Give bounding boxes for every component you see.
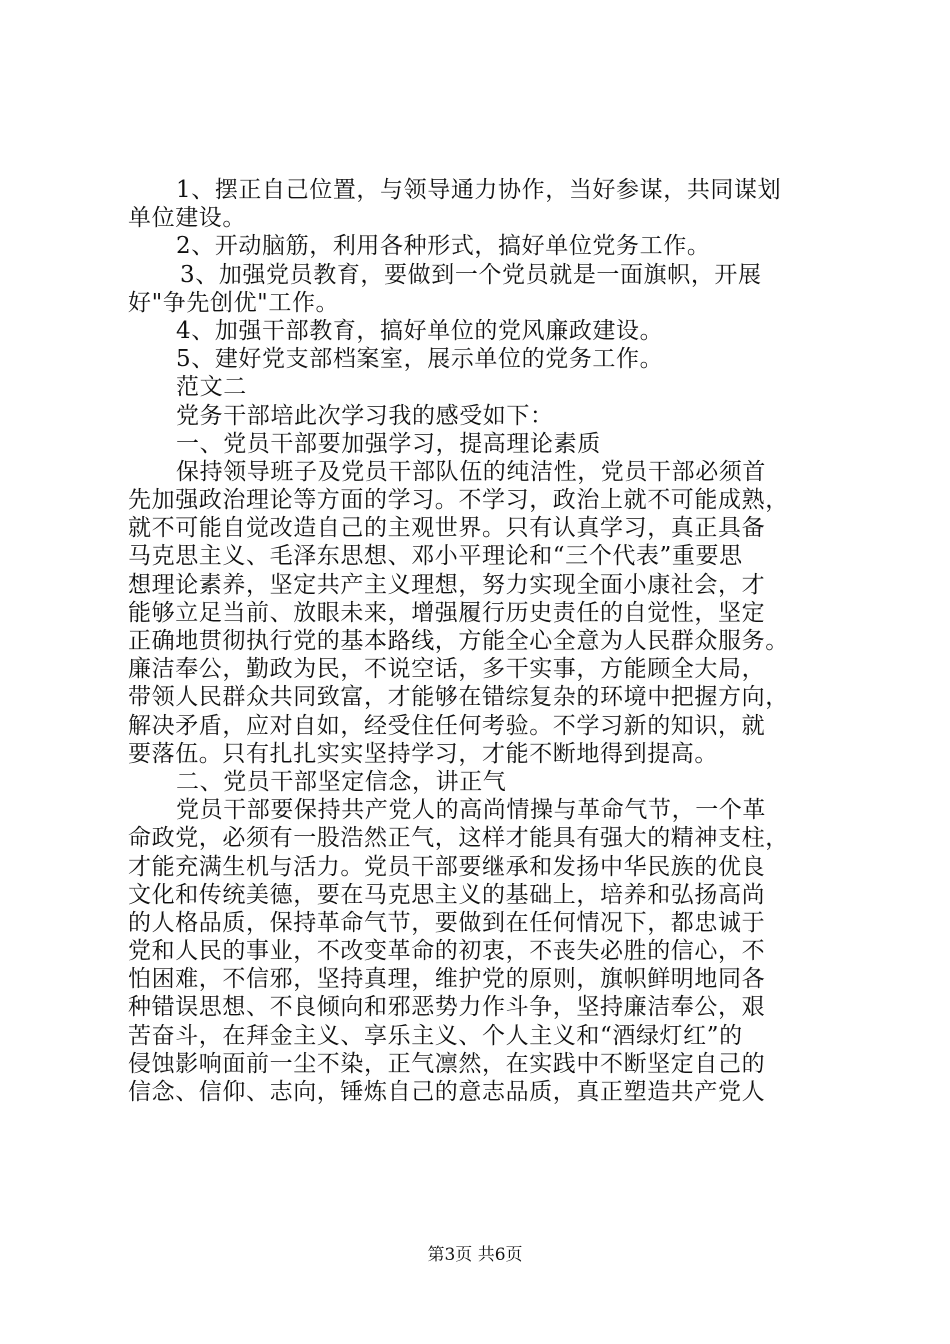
paragraph-line: 党和人民的事业，不改变革命的初衷，不丧失必胜的信心，不 [128,938,766,965]
paragraph-line: 的人格品质，保持革命气节，要做到在任何情况下，都忠诚于 [128,909,766,936]
paragraph-line: 带领人民群众共同致富，才能够在错综复杂的环境中把握方向， [128,684,789,711]
paragraph-line: 才能充满生机与活力。党员干部要继承和发扬中华民族的优良 [128,853,766,880]
paragraph-line: 好"争先创优"工作。 [128,289,340,316]
paragraph-line: 4、加强干部教育，搞好单位的党风廉政建设。 [176,317,664,344]
paragraph-line: 5、建好党支部档案室，展示单位的党务工作。 [176,346,664,373]
paragraph-line: 廉洁奉公，勤政为民，不说空话，多干实事，方能顾全大局， [128,656,766,683]
paragraph-line: 1、摆正自己位置，与领导通力协作，当好参谋，共同谋划 [176,177,782,203]
paragraph-line: 解决矛盾，应对自如，经受住任何考验。不学习新的知识，就 [128,712,766,739]
document-body [128,176,844,1106]
paragraph-line: 2、开动脑筋，利用各种形式，搞好单位党务工作。 [176,233,711,260]
section-heading: 范文二 [176,374,247,401]
paragraph-line: 要落伍。只有扎扎实实坚持学习，才能不断地得到提高。 [128,740,718,767]
section-heading: 二、党员干部坚定信念，讲正气 [176,768,507,795]
paragraph-line: 文化和传统美德，要在马克思主义的基础上，培养和弘扬高尚 [128,881,766,908]
section-heading: 一、党员干部要加强学习，提高理论素质 [176,430,601,457]
paragraph-line: 侵蚀影响面前一尘不染，正气凛然，在实践中不断坚定自己的 [128,1050,766,1077]
paragraph-line: 先加强政治理论等方面的学习。不学习，政治上就不可能成熟， [128,487,789,514]
page-footer [0,1244,950,1266]
paragraph-line: 怕困难，不信邪，坚持真理，维护党的原则，旗帜鲜明地同各 [128,966,766,993]
paragraph-line: 信念、信仰、志向，锤炼自己的意志品质，真正塑造共产党人 [128,1079,766,1105]
paragraph-line: 正确地贯彻执行党的基本路线，方能全心全意为人民群众服务。 [128,628,789,654]
paragraph-line: 就不可能自觉改造自己的主观世界。只有认真学习，真正具备 [128,515,766,542]
paragraph-line: 3、加强党员教育，要做到一个党员就是一面旗帜，开展 [180,261,762,288]
paragraph-line: 保持领导班子及党员干部队伍的纯洁性，党员干部必须首 [176,458,766,485]
paragraph-line: 单位建设。 [128,205,246,232]
paragraph-line: 命政党，必须有一股浩然正气，这样才能具有强大的精神支柱， [128,825,789,852]
paragraph-line: 想理论素养，坚定共产主义理想，努力实现全面小康社会，才 [128,571,766,598]
paragraph-line: 种错误思想、不良倾向和邪恶势力作斗争，坚持廉洁奉公，艰 [128,994,766,1021]
paragraph-line: 苦奋斗，在拜金主义、享乐主义、个人主义和“酒绿灯红”的 [128,1022,743,1049]
paragraph-line: 能够立足当前、放眼未来，增强履行历史责任的自觉性，坚定 [128,599,766,626]
page-number: 第3页 共6页 [427,1245,523,1265]
paragraph-line: 党务干部培此次学习我的感受如下： [176,402,554,429]
paragraph-line: 党员干部要保持共产党人的高尚情操与革命气节，一个革 [176,797,766,824]
paragraph-line: 马克思主义、毛泽东思想、邓小平理论和“三个代表”重要思 [128,543,743,570]
